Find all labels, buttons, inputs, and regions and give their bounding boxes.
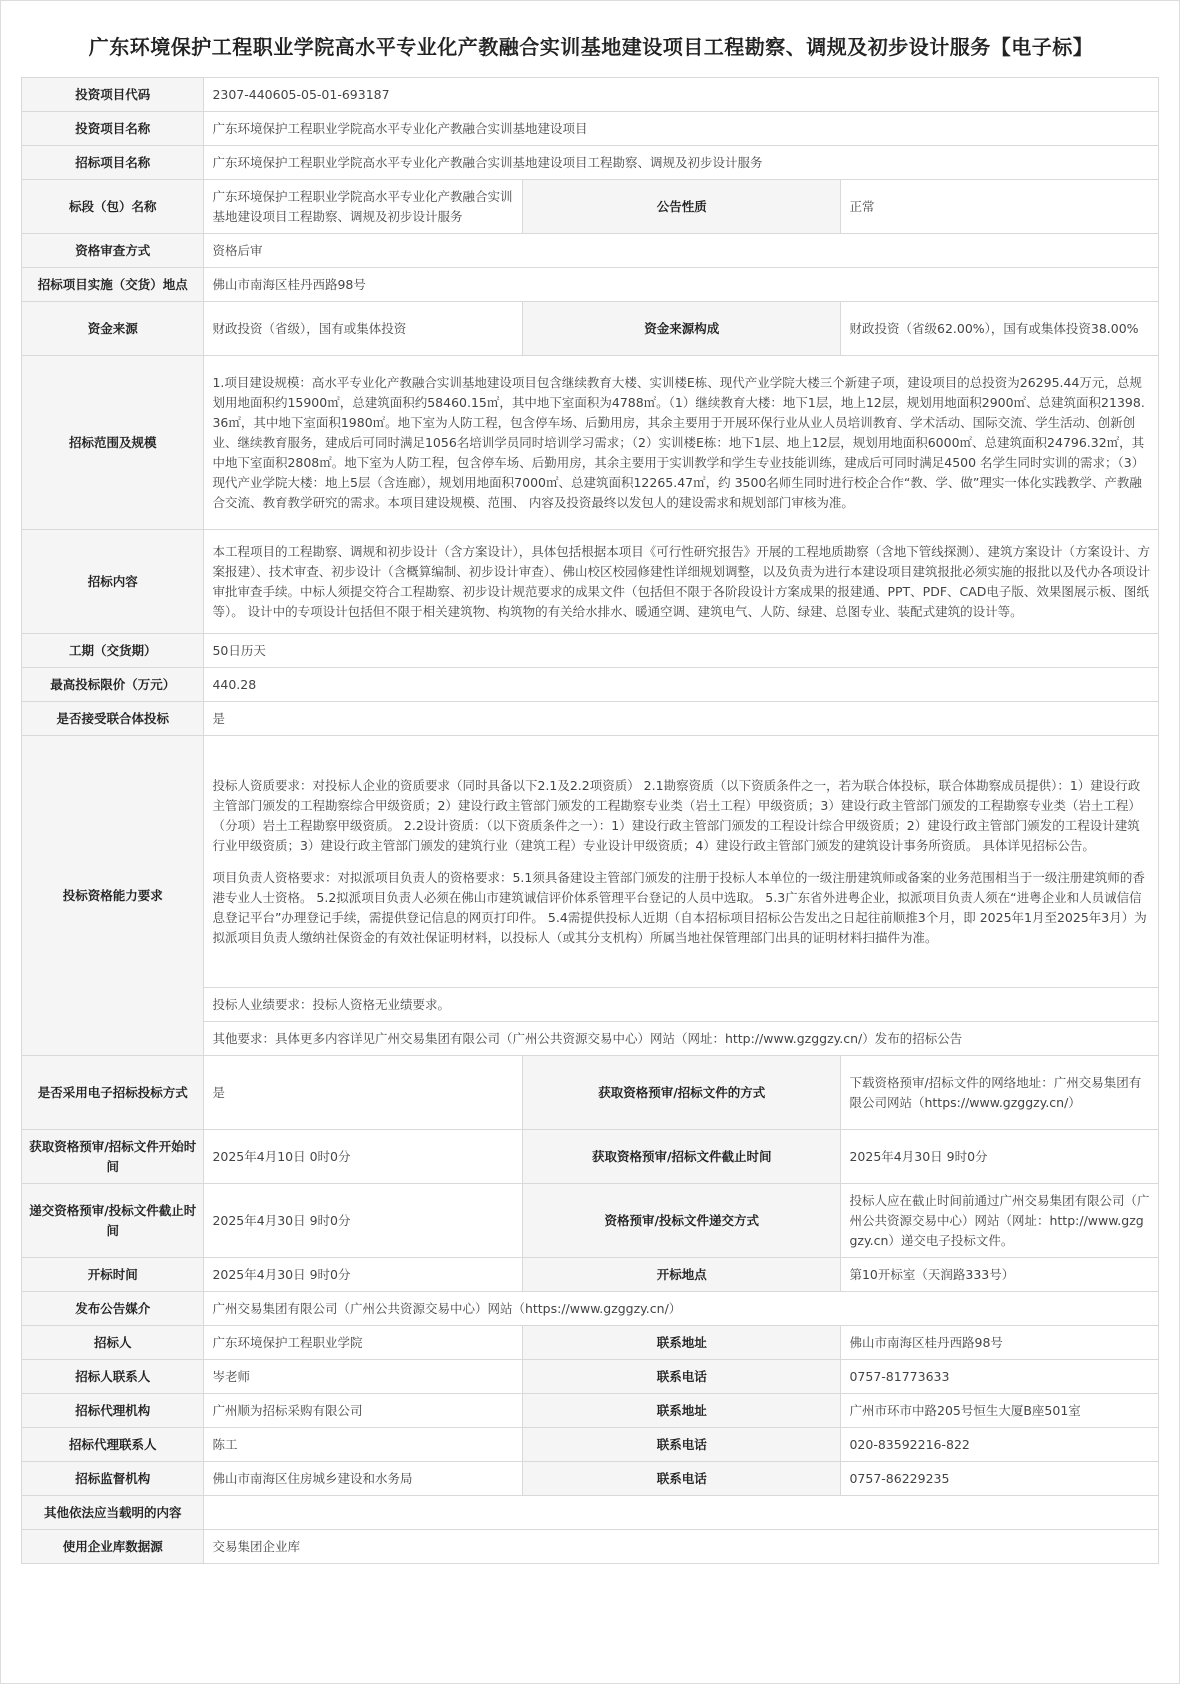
row-review-method xyxy=(22,234,1159,268)
row-other-legal xyxy=(22,1496,1159,1530)
row-period xyxy=(22,634,1159,668)
label-fund-composition: 资金来源构成 xyxy=(522,302,841,356)
row-agency xyxy=(22,1394,1159,1428)
label-obtain-method: 获取资格预审/招标文件的方式 xyxy=(522,1056,841,1130)
tender-info-table xyxy=(21,77,1159,1564)
value-qual-performance: 投标人业绩要求：投标人资格无业绩要求。 xyxy=(204,988,1159,1022)
label-media: 发布公告媒介 xyxy=(22,1292,204,1326)
row-max-price xyxy=(22,668,1159,702)
row-supervisor xyxy=(22,1462,1159,1496)
row-scope xyxy=(22,356,1159,530)
label-tender-name: 招标项目名称 xyxy=(22,146,204,180)
row-fund-source xyxy=(22,302,1159,356)
row-submit xyxy=(22,1184,1159,1258)
label-submit-method: 资格预审/投标文件递交方式 xyxy=(522,1184,841,1258)
label-agency-address: 联系地址 xyxy=(522,1394,841,1428)
value-tenderer: 广东环境保护工程职业学院 xyxy=(204,1326,523,1360)
row-qualification-bidder xyxy=(22,736,1159,988)
label-project-code: 投资项目代码 xyxy=(22,78,204,112)
label-scope: 招标范围及规模 xyxy=(22,356,204,530)
value-open-time: 2025年4月30日 9时0分 xyxy=(204,1258,523,1292)
value-location: 佛山市南海区桂丹西路98号 xyxy=(204,268,1159,302)
label-review-method: 资格审查方式 xyxy=(22,234,204,268)
label-other-legal: 其他依法应当载明的内容 xyxy=(22,1496,204,1530)
value-supervisor: 佛山市南海区住房城乡建设和水务局 xyxy=(204,1462,523,1496)
row-electronic xyxy=(22,1056,1159,1130)
row-project-code xyxy=(22,78,1159,112)
label-tenderer-address: 联系地址 xyxy=(522,1326,841,1360)
label-tenderer-contact: 招标人联系人 xyxy=(22,1360,204,1394)
value-section-name: 广东环境保护工程职业学院高水平专业化产教融合实训基地建设项目工程勘察、调规及初步设计服务 xyxy=(204,180,523,234)
value-content: 本工程项目的工程勘察、调规和初步设计（含方案设计），具体包括根据本项目《可行性研究报告》开展的工程地质勘察（含地下管线探测）、建筑方案设计（方案设计、方案报建）、技术审查、初步设计（含概算编制、初步设计审查）、佛山校区校园修建性详细规划调整，以及负责为进行本建设项目建筑报批必须实施的报批以及代办各项设计审批审查手续。中标人须提交符合工程勘察、初步设计规范要求的成果文件（包括但不限于各阶段设计方案成果的报建通、PPT、PDF、CAD电子版、效果图展示板、图纸等）。 设计中的专项设计包括但不限于相关建筑物、构筑物的有关给水排水、暖通空调、建筑电气、人防、绿建、总图专业、装配式建筑的设计等。 xyxy=(204,530,1159,634)
value-fund-composition: 财政投资（省级62.00%），国有或集体投资38.00% xyxy=(841,302,1159,356)
row-agency-contact xyxy=(22,1428,1159,1462)
qual-manager-text: 项目负责人资格要求：对拟派项目负责人的资格要求：5.1须具备建设主管部门颁发的注册于投标人本单位的一级注册建筑师或备案的业务范围相当于一级注册建筑师的香港专业人士资格。 5.2拟派项目负责人必须在佛山市建筑诚信评价体系管理平台登记的人员中选取。 5.3广东省外进粤企业，拟派项目负责人须在“进粤企业和人员诚信信息登记平台”办理登记手续，需提供登记信息的网页打印件。 5.4需提供投标人近期（自本招标项目招标公告发出之日起往前顺推3个月，即 2025年1月至2025年3月）为拟派项目负责人缴纳社保资金的有效社保证明材料，以投标人（或其分支机构）所属当地社保管理部门出具的证明材料扫描件为准。 xyxy=(212,869,1147,945)
value-notice-nature: 正常 xyxy=(841,180,1159,234)
value-tenderer-address: 佛山市南海区桂丹西路98号 xyxy=(841,1326,1159,1360)
value-agency: 广州顺为招标采购有限公司 xyxy=(204,1394,523,1428)
label-agency: 招标代理机构 xyxy=(22,1394,204,1428)
label-electronic: 是否采用电子招标投标方式 xyxy=(22,1056,204,1130)
value-obtain-end: 2025年4月30日 9时0分 xyxy=(841,1130,1159,1184)
value-qual-bidder xyxy=(204,736,1159,988)
page-title: 广东环境保护工程职业学院高水平专业化产教融合实训基地建设项目工程勘察、调规及初步设计服务【电子标】 xyxy=(88,35,1094,59)
value-media: 广州交易集团有限公司（广州公共资源交易中心）网站（https://www.gzggzy.cn/） xyxy=(204,1292,1159,1326)
value-submit-method: 投标人应在截止时间前通过广州交易集团有限公司（广州公共资源交易中心）网站（网址：http://www.gzggzy.cn）递交电子投标文件。 xyxy=(841,1184,1159,1258)
value-electronic: 是 xyxy=(204,1056,523,1130)
value-obtain-start: 2025年4月10日 0时0分 xyxy=(204,1130,523,1184)
row-content xyxy=(22,530,1159,634)
value-database: 交易集团企业库 xyxy=(204,1530,1159,1564)
value-qual-other: 其他要求：具体更多内容详见广州交易集团有限公司（广州公共资源交易中心）网站（网址：http://www.gzggzy.cn/）发布的招标公告 xyxy=(204,1022,1159,1056)
label-notice-nature: 公告性质 xyxy=(522,180,841,234)
label-tenderer: 招标人 xyxy=(22,1326,204,1360)
value-tenderer-contact: 岑老师 xyxy=(204,1360,523,1394)
value-submit-deadline: 2025年4月30日 9时0分 xyxy=(204,1184,523,1258)
value-project-name: 广东环境保护工程职业学院高水平专业化产教融合实训基地建设项目 xyxy=(204,112,1159,146)
value-supervisor-phone: 0757-86229235 xyxy=(841,1462,1159,1496)
label-consortium: 是否接受联合体投标 xyxy=(22,702,204,736)
value-project-code: 2307-440605-05-01-693187 xyxy=(204,78,1159,112)
label-agency-phone: 联系电话 xyxy=(522,1428,841,1462)
value-scope: 1.项目建设规模：高水平专业化产教融合实训基地建设项目包含继续教育大楼、实训楼E栋、现代产业学院大楼三个新建子项，建设项目的总投资为26295.44万元，总规划用地面积约15900㎡，总建筑面积约58460.15㎡，其中地下室面积为4788㎡。（1）继续教育大楼：地下1层，地上12层，规划用地面积2900㎡、总建筑面积21398.36㎡，其中地下室面积1980㎡。地下室为人防工程，包含停车场、后勤用房，其余主要用于开展环保行业从业人员培训教育、学术活动、国际交流、学生活动、创新创业、继续教育服务，建成后可同时满足1056名培训学员同时培训学习需求；（2）实训楼E栋：地下1层、地上12层，规划用地面积6000㎡、总建筑面积24796.32㎡，其中地下室面积2808㎡。地下室为人防工程，包含停车场、后勤用房，其余主要用于实训教学和学生专业技能训练，建成后可同时满足4500 名学生同时实训的需求；（3）现代产业学院大楼：地上5层（含连廊），规划用地面积7000㎡、总建筑面积12265.47㎡，约 3500名师生同时进行校企合作“教、学、做”理实一体化实践教学、产教融合交流、教育教学研究的需求。本项目建设规模、范围、 内容及投资最终以发包人的建设需求和规划部门审核为准。 xyxy=(204,356,1159,530)
value-review-method: 资格后审 xyxy=(204,234,1159,268)
label-supervisor-phone: 联系电话 xyxy=(522,1462,841,1496)
row-section-name xyxy=(22,180,1159,234)
row-media xyxy=(22,1292,1159,1326)
label-agency-contact: 招标代理联系人 xyxy=(22,1428,204,1462)
value-other-legal xyxy=(204,1496,1159,1530)
value-tenderer-phone: 0757-81773633 xyxy=(841,1360,1159,1394)
label-open-time: 开标时间 xyxy=(22,1258,204,1292)
row-tenderer xyxy=(22,1326,1159,1360)
label-obtain-end: 获取资格预审/招标文件截止时间 xyxy=(522,1130,841,1184)
value-period: 50日历天 xyxy=(204,634,1159,668)
row-database xyxy=(22,1530,1159,1564)
row-open xyxy=(22,1258,1159,1292)
row-tenderer-contact xyxy=(22,1360,1159,1394)
row-location xyxy=(22,268,1159,302)
label-section-name: 标段（包）名称 xyxy=(22,180,204,234)
label-qualification: 投标资格能力要求 xyxy=(22,736,204,1056)
value-consortium: 是 xyxy=(204,702,1159,736)
label-database: 使用企业库数据源 xyxy=(22,1530,204,1564)
value-fund-source: 财政投资（省级），国有或集体投资 xyxy=(204,302,523,356)
value-tender-name: 广东环境保护工程职业学院高水平专业化产教融合实训基地建设项目工程勘察、调规及初步设计服务 xyxy=(204,146,1159,180)
value-agency-contact: 陈工 xyxy=(204,1428,523,1462)
label-fund-source: 资金来源 xyxy=(22,302,204,356)
row-project-name xyxy=(22,112,1159,146)
label-obtain-start: 获取资格预审/招标文件开始时间 xyxy=(22,1130,204,1184)
label-submit-deadline: 递交资格预审/投标文件截止时间 xyxy=(22,1184,204,1258)
label-supervisor: 招标监督机构 xyxy=(22,1462,204,1496)
label-max-price: 最高投标限价（万元） xyxy=(22,668,204,702)
label-content: 招标内容 xyxy=(22,530,204,634)
value-open-place: 第10开标室（天润路333号） xyxy=(841,1258,1159,1292)
label-open-place: 开标地点 xyxy=(522,1258,841,1292)
label-period: 工期（交货期） xyxy=(22,634,204,668)
value-agency-address: 广州市环市中路205号恒生大厦B座501室 xyxy=(841,1394,1159,1428)
value-obtain-method: 下载资格预审/招标文件的网络地址：广州交易集团有限公司网站（https://www.gzggzy.cn/） xyxy=(841,1056,1159,1130)
row-obtain-time xyxy=(22,1130,1159,1184)
row-tender-name xyxy=(22,146,1159,180)
label-location: 招标项目实施（交货）地点 xyxy=(22,268,204,302)
value-agency-phone: 020-83592216-822 xyxy=(841,1428,1159,1462)
value-max-price: 440.28 xyxy=(204,668,1159,702)
row-consortium xyxy=(22,702,1159,736)
label-tenderer-phone: 联系电话 xyxy=(522,1360,841,1394)
label-project-name: 投资项目名称 xyxy=(22,112,204,146)
qual-bidder-text: 投标人资质要求：对投标人企业的资质要求（同时具备以下2.1及2.2项资质） 2.1勘察资质（以下资质条件之一，若为联合体投标，联合体勘察成员提供）：1）建设行政主管部门颁发的工程勘察综合甲级资质；2）建设行政主管部门颁发的工程勘察专业类（岩土工程）甲级资质；3）建设行政主管部门颁发的工程勘察专业类（岩土工程）（分项）岩土工程勘察甲级资质。 2.2设计资质：（以下资质条件之一）：1）建设行政主管部门颁发的工程设计综合甲级资质；2）建设行政主管部门颁发的工程设计建筑行业甲级资质；3）建设行政主管部门颁发的建筑行业（建筑工程）专业设计甲级资质；4）建设行政主管部门颁发的建筑设计事务所资质。 具体详见招标公告。 xyxy=(212,777,1141,853)
